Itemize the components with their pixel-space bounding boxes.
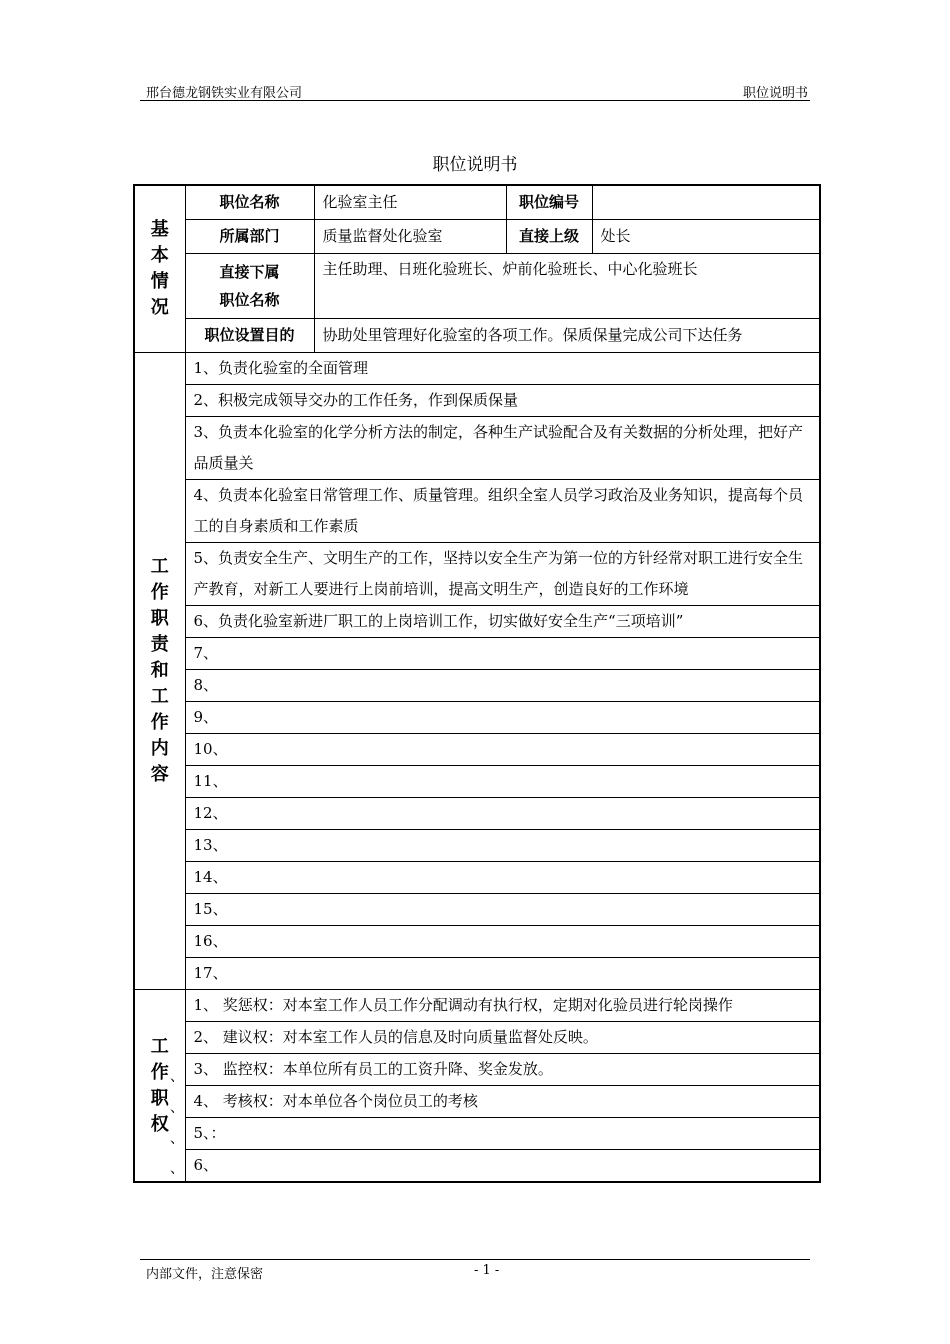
row-subordinates <box>134 254 820 319</box>
power-row <box>134 1022 820 1054</box>
duty-item: 10、 <box>185 734 820 766</box>
side-mark: 、 <box>170 1131 184 1147</box>
duty-item: 14、 <box>185 862 820 894</box>
section-duties-char: 作 <box>150 712 169 733</box>
section-duties-char: 职 <box>150 608 169 629</box>
duty-row <box>134 958 820 990</box>
subordinates-label-line2: 职位名称 <box>219 291 280 309</box>
section-basic <box>134 185 185 353</box>
power-item: 6、 <box>185 1150 820 1183</box>
section-basic-char: 况 <box>150 297 169 318</box>
power-row <box>134 1118 820 1150</box>
duty-item: 7、 <box>185 638 820 670</box>
section-powers-char: 权 <box>150 1113 169 1135</box>
power-row <box>134 990 820 1022</box>
duty-item: 16、 <box>185 926 820 958</box>
duty-row <box>134 670 820 702</box>
power-row <box>134 1054 820 1086</box>
duty-row <box>134 926 820 958</box>
section-duties-char: 内 <box>150 738 169 759</box>
duty-row <box>134 543 820 606</box>
duty-item: 3、负责本化验室的化学分析方法的制定，各种生产试验配合及有关数据的分析处理，把好产品质量关 <box>185 417 820 480</box>
section-powers-char: 作 <box>150 1061 169 1083</box>
duty-row <box>134 798 820 830</box>
power-item: 4、 考核权：对本单位各个岗位员工的考核 <box>185 1086 820 1118</box>
subordinates-label-line1: 直接下属 <box>219 263 280 281</box>
duty-row <box>134 480 820 543</box>
duty-item: 11、 <box>185 766 820 798</box>
subordinates-label <box>185 254 314 319</box>
duty-item: 2、积极完成领导交办的工作任务，作到保质保量 <box>185 385 820 417</box>
department-value: 质量监督处化验室 <box>314 220 506 254</box>
side-mark: 、 <box>170 1069 184 1085</box>
duty-row <box>134 417 820 480</box>
power-item: 1、 奖惩权：对本室工作人员工作分配调动有执行权，定期对化验员进行轮岗操作 <box>185 990 820 1022</box>
footer-rule <box>140 1259 810 1260</box>
duty-row <box>134 862 820 894</box>
duty-item: 17、 <box>185 958 820 990</box>
row-position-name <box>134 185 820 220</box>
duty-item: 6、负责化验室新进厂职工的上岗培训工作，切实做好安全生产“三项培训” <box>185 606 820 638</box>
duty-item: 8、 <box>185 670 820 702</box>
duty-row <box>134 894 820 926</box>
purpose-value: 协助处里管理好化验室的各项工作。保质保量完成公司下达任务 <box>314 319 820 353</box>
section-duties-char: 和 <box>150 660 169 681</box>
power-item: 2、 建议权：对本室工作人员的信息及时向质量监督处反映。 <box>185 1022 820 1054</box>
row-department <box>134 220 820 254</box>
section-powers-char: 工 <box>150 1035 169 1057</box>
section-duties-char: 工 <box>150 686 169 707</box>
power-row <box>134 1150 820 1183</box>
page-title: 职位说明书 <box>432 155 518 175</box>
section-powers-char: 职 <box>150 1087 169 1109</box>
section-basic-char: 基 <box>150 219 169 240</box>
section-duties <box>134 353 185 990</box>
section-duties-char: 容 <box>150 764 169 785</box>
duty-row <box>134 353 820 385</box>
side-mark: 、 <box>170 1161 184 1177</box>
section-basic-char: 情 <box>150 271 169 292</box>
duty-row <box>134 734 820 766</box>
department-label: 所属部门 <box>185 220 314 254</box>
duty-row <box>134 702 820 734</box>
superior-value: 处长 <box>592 220 820 254</box>
header-rule <box>140 100 810 101</box>
page-number: - 1 - <box>474 1263 500 1278</box>
power-item: 3、 监控权：本单位所有员工的工资升降、奖金发放。 <box>185 1054 820 1086</box>
header-company: 邢台德龙钢铁实业有限公司 <box>146 86 303 101</box>
duty-row <box>134 385 820 417</box>
section-duties-char: 作 <box>150 582 169 603</box>
duty-item: 9、 <box>185 702 820 734</box>
superior-label: 直接上级 <box>506 220 592 254</box>
side-mark: 、 <box>170 1100 184 1116</box>
position-code-label: 职位编号 <box>506 185 592 220</box>
duty-item: 13、 <box>185 830 820 862</box>
power-item: 5、： <box>185 1118 820 1150</box>
duty-item: 1、负责化验室的全面管理 <box>185 353 820 385</box>
duty-row <box>134 606 820 638</box>
power-row <box>134 1086 820 1118</box>
duty-item: 12、 <box>185 798 820 830</box>
section-basic-char: 本 <box>150 245 169 266</box>
duty-row <box>134 766 820 798</box>
subordinates-value: 主任助理、日班化验班长、炉前化验班长、中心化验班长 <box>314 254 820 319</box>
row-purpose <box>134 319 820 353</box>
position-table <box>133 184 821 1183</box>
position-name-value: 化验室主任 <box>314 185 506 220</box>
duty-item: 4、负责本化验室日常管理工作、质量管理。组织全室人员学习政治及业务知识，提高每个员工的自身素质和工作素质 <box>185 480 820 543</box>
duty-item: 15、 <box>185 894 820 926</box>
position-name-label: 职位名称 <box>185 185 314 220</box>
duty-item: 5、负责安全生产、文明生产的工作，坚持以安全生产为第一位的方针经常对职工进行安全生产教育，对新工人要进行上岗前培训，提高文明生产，创造良好的工作环境 <box>185 543 820 606</box>
duty-row <box>134 830 820 862</box>
section-duties-char: 责 <box>150 634 169 655</box>
duty-row <box>134 638 820 670</box>
position-code-value <box>592 185 820 220</box>
footer-note: 内部文件，注意保密 <box>146 1267 264 1282</box>
purpose-label: 职位设置目的 <box>185 319 314 353</box>
section-duties-char: 工 <box>150 556 169 577</box>
header-doc-type: 职位说明书 <box>742 86 808 101</box>
